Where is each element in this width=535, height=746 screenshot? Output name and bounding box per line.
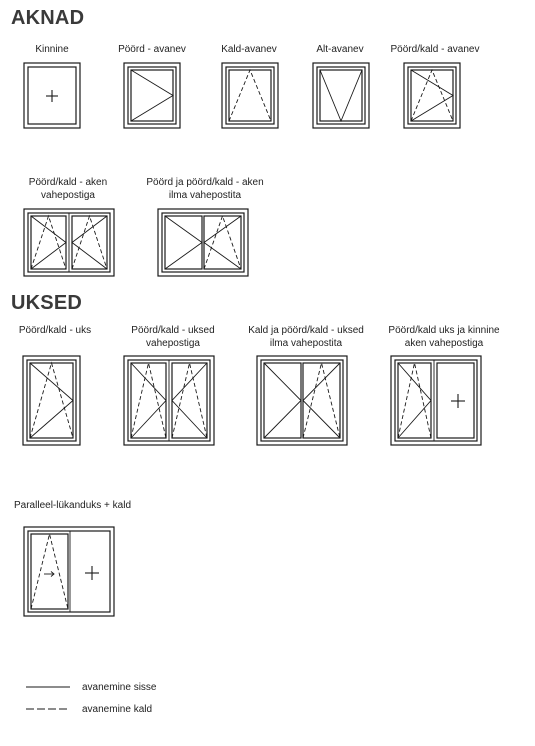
side-hung-window-symbol	[124, 63, 180, 128]
fixed-window-symbol	[24, 63, 80, 128]
caption-tilt-turn-window-mullion: Pöörd/kald - aken vahepostiga	[28, 177, 108, 201]
tilt-turn-door-symbol	[23, 356, 80, 445]
doors-section-heading: UKSED	[11, 292, 83, 314]
windows-section-heading: AKNAD	[11, 7, 85, 29]
tilt-turn-doors-mullion-symbol	[124, 356, 214, 445]
caption-parallel-sliding-door: Paralleel-lükanduks + kald	[14, 500, 132, 511]
tilt-turn-window-mullion-symbol	[24, 209, 114, 276]
legend-dashed-label: avanemine kald	[82, 704, 153, 715]
turn-and-tilt-turn-window-symbol	[158, 209, 248, 276]
legend-solid-label: avanemine sisse	[82, 682, 157, 693]
caption-top-hung-window: Alt-avanev	[316, 44, 364, 55]
caption-fixed-window: Kinnine	[35, 44, 69, 55]
tilt-and-tilt-turn-doors-symbol	[257, 356, 347, 445]
parallel-sliding-door-symbol	[24, 527, 114, 616]
caption-tilt-turn-door-fixed-window: Pöörd/kald uks ja kinnine aken vahepostiga	[388, 325, 500, 349]
caption-tilt-and-tilt-turn-doors: Kald ja pöörd/kald - uksed ilma vahepostita	[248, 325, 364, 349]
tilt-turn-door-fixed-window-symbol	[391, 356, 481, 445]
caption-bottom-hung-window: Kald-avanev	[221, 44, 277, 55]
tilt-turn-window-symbol	[404, 63, 460, 128]
top-hung-window-symbol	[313, 63, 369, 128]
caption-tilt-turn-doors-mullion: Pöörd/kald - uksed vahepostiga	[131, 325, 215, 349]
caption-turn-and-tilt-turn-window: Pöörd ja pöörd/kald - aken ilma vahepostita	[146, 177, 264, 201]
caption-side-hung-window: Pöörd - avanev	[118, 44, 186, 55]
caption-tilt-turn-window: Pöörd/kald - avanev	[390, 44, 480, 55]
caption-tilt-turn-door: Pöörd/kald - uks	[18, 325, 92, 336]
bottom-hung-window-symbol	[222, 63, 278, 128]
